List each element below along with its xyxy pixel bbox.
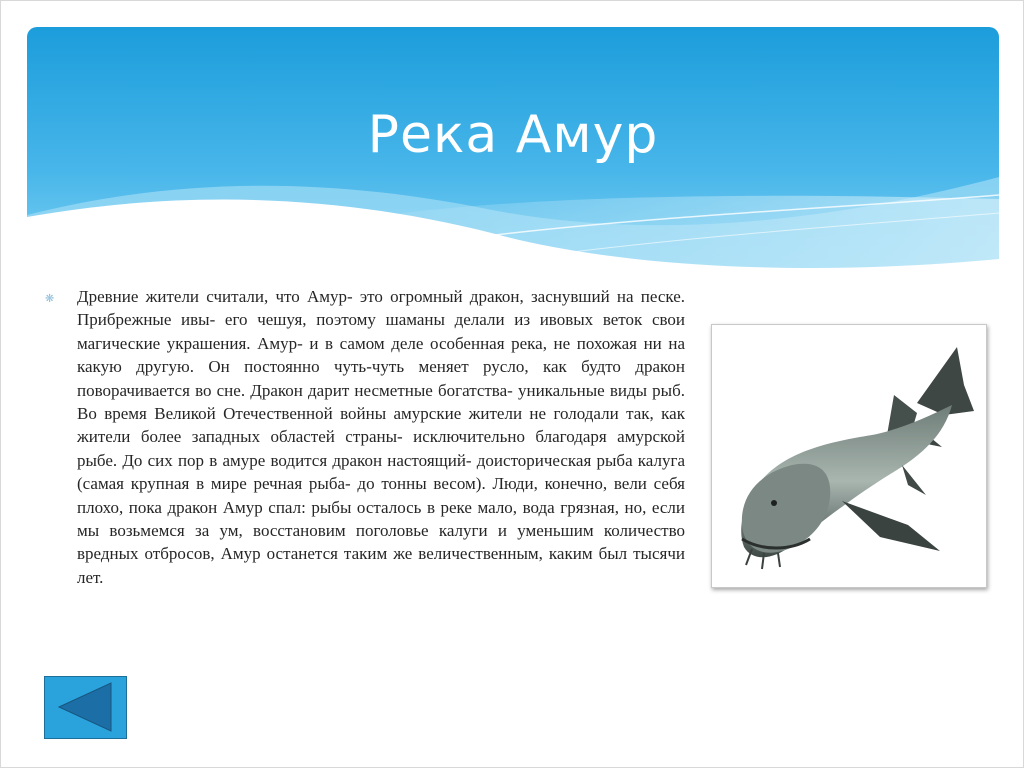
page-title: Река Амур	[367, 105, 659, 165]
bullet-icon: ❋	[45, 292, 55, 305]
back-button[interactable]	[44, 676, 127, 739]
back-arrow-icon	[45, 677, 126, 738]
fish-image	[711, 324, 987, 588]
kaluga-fish-illustration	[712, 325, 988, 589]
slide-header	[27, 27, 999, 289]
body-paragraph: Древние жители считали, что Амур- это огромный дракон, заснувший на песке. Прибрежные ивы- его чешуя, поэтому шаманы делали из ивовых веток свои магические украшения. Амур- и в самом деле особенная река, не похожая ни на какую другую. Он постоянно чуть-чуть меняет русло, как будто дракон поворачивается во сне. Дракон дарит несметные богатства- уникальные виды рыб. Во время Великой Отечественной войны амурские жители не голодали так, как жители более западных областей страны- исключительно благодаря амурской рыбе. До сих пор в амуре водится дракон настоящий- доисторическая рыба калуга (самая крупная в мире речная рыба- до тонны весом). Люди, конечно, вели себя плохо, пока дракон Амур спал: рыбы осталось в реке мало, вода грязная, но, если мы возьмемся за ум, восстановим поголовье калуги и уменьшим количество вредных отбросов, Амур останется таким же величественным, каким был тысячи лет.	[77, 287, 685, 587]
